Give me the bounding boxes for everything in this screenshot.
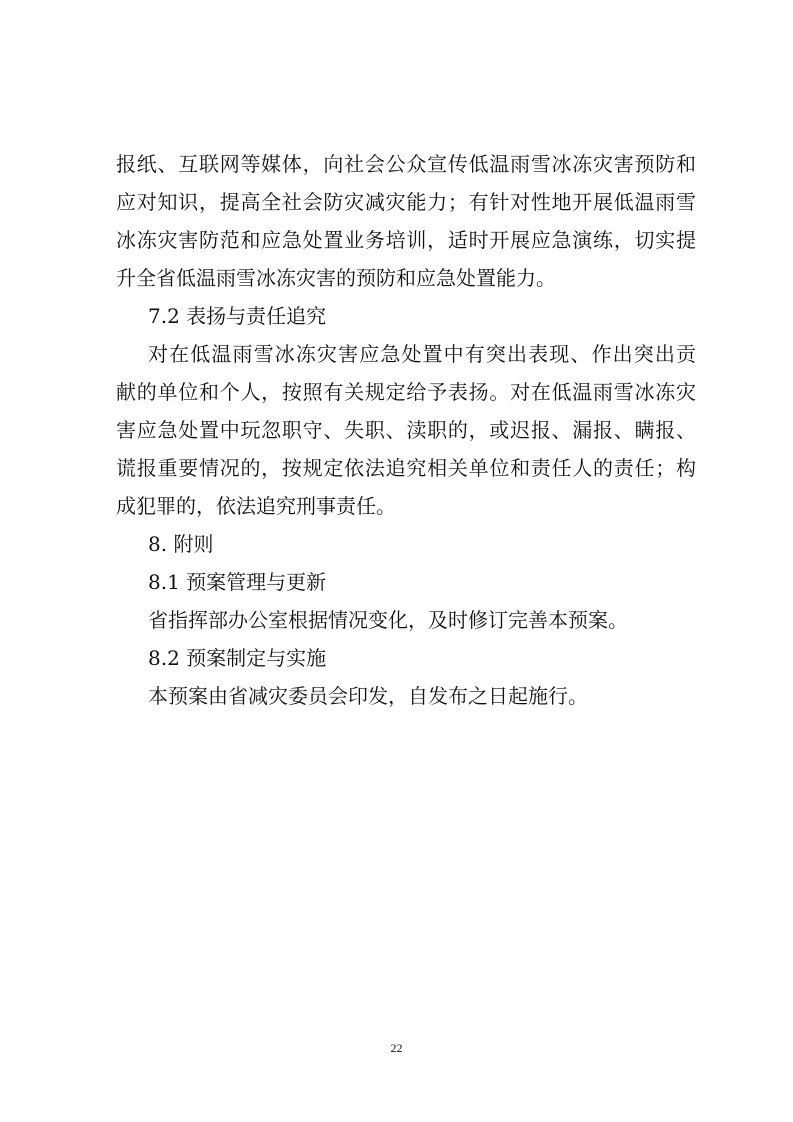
paragraph-line: 升全省低温雨雪冰冻灾害的预防和应急处置能力。 [116, 266, 556, 290]
paragraph-line: 本预案由省减灾委员会印发，自发布之日起施行。 [148, 684, 588, 708]
paragraph-line: 献的单位和个人，按照有关规定给予表扬。对在低温雨雪冰冻灾 [116, 380, 696, 404]
paragraph-line: 对在低温雨雪冰冻灾害应急处置中有突出表现、作出突出贡 [148, 342, 696, 366]
paragraph-line: 冰冻灾害防范和应急处置业务培训，适时开展应急演练，切实提 [116, 228, 696, 252]
section-heading-8-1: 8.1 预案管理与更新 [148, 570, 327, 594]
paragraph-line: 报纸、互联网等媒体，向社会公众宣传低温雨雪冰冻灾害预防和 [116, 152, 696, 176]
page-number: 22 [390, 1041, 403, 1055]
paragraph-line: 成犯罪的，依法追究刑事责任。 [116, 494, 396, 518]
paragraph-line: 害应急处置中玩忽职守、失职、渎职的，或迟报、漏报、瞒报、 [116, 418, 696, 442]
section-heading-8: 8. 附则 [148, 532, 214, 556]
paragraph-line: 省指挥部办公室根据情况变化，及时修订完善本预案。 [148, 608, 628, 632]
section-heading-7-2: 7.2 表扬与责任追究 [148, 304, 327, 328]
paragraph-line: 应对知识，提高全社会防灾减灾能力；有针对性地开展低温雨雪 [116, 190, 696, 214]
paragraph-line: 谎报重要情况的，按规定依法追究相关单位和责任人的责任；构 [116, 456, 696, 480]
section-heading-8-2: 8.2 预案制定与实施 [148, 646, 327, 670]
